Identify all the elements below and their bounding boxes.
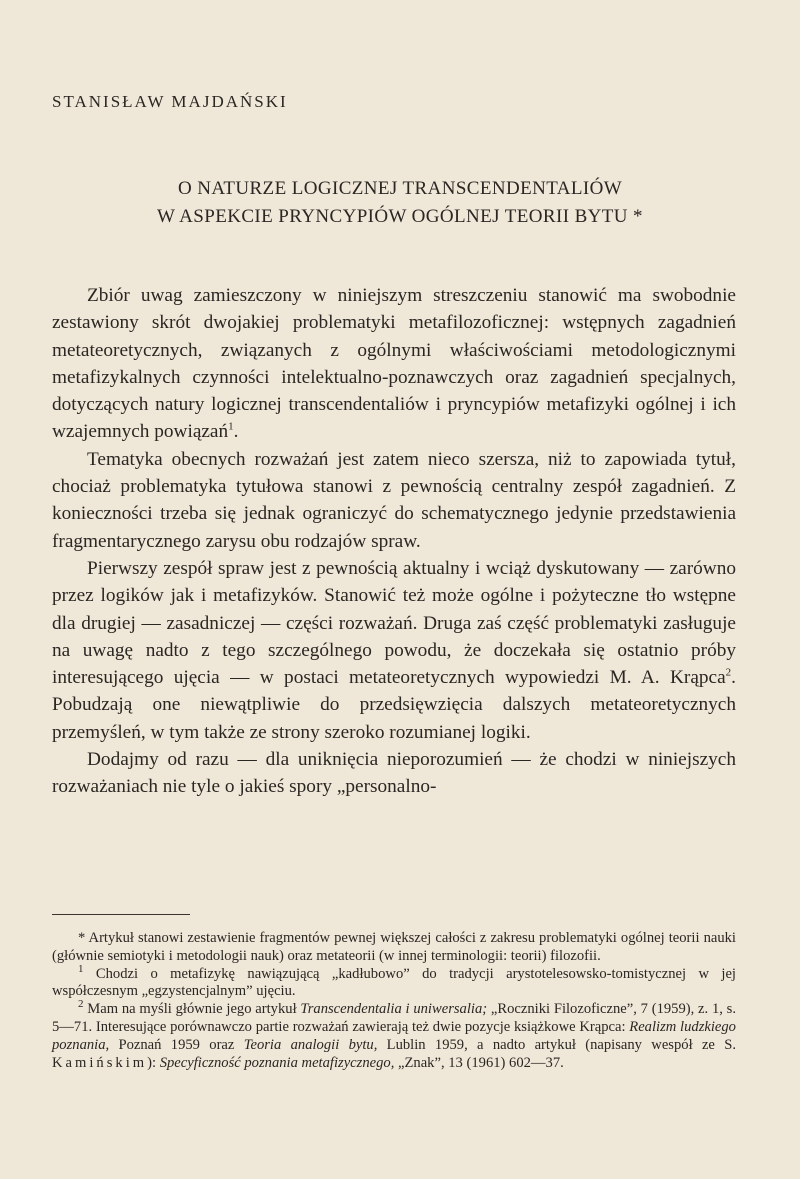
footnote-2-coauthor: Kamińskim: [52, 1054, 148, 1071]
footnote-2: [52, 998, 736, 1072]
body-text: [52, 282, 736, 801]
footnote-ref-2: 2: [725, 666, 732, 679]
footnote-star: * Artykuł stanowi zestawienie fragmentów pewnej większej całości z zakresu problematyki ogólnej teorii nauki (głównie semiotyki i metodologii nauk) oraz metateorii (w innej terminologii: teorii) filozofii.: [52, 930, 736, 964]
footnote-2-title-1: Transcendentalia i uniwersalia;: [300, 1001, 488, 1018]
footnote-2-text-e: ):: [147, 1054, 160, 1071]
footnote-1-mark: 1: [78, 962, 84, 975]
footnote-1-text: Chodzi o metafizykę nawiązującą „kadłubowo” do tradycji arystotelesowsko-tomistycznej w jej współczesnym „egzystencjalnym” ujęciu.: [52, 965, 736, 1000]
author-name: STANISŁAW MAJDAŃSKI: [52, 92, 288, 111]
paragraph-2: Tematyka obecnych rozważań jest zatem nieco szersza, niż to zapowiada tytuł, chociaż problematyka tytułowa stanowi z pewnością centralny zespół zagadnień. Z konieczności trzeba się jednak ograniczyć do schematycznego jedynie przedstawienia fragmentarycznego zarysu obu rodzajów spraw.: [52, 448, 736, 552]
footnote-2-text-f: „Znak”, 13 (1961) 602—37.: [394, 1054, 564, 1071]
footnote-2-text-c: Poznań 1959 oraz: [109, 1036, 244, 1053]
title-line-1: O NATURZE LOGICZNEJ TRANSCENDENTALIÓW: [177, 178, 623, 199]
paragraph-4: Dodajmy od razu — dla uniknięcia nieporozumień — że chodzi w niniejszych rozważaniach nie tyle o jakieś spory „personalno-: [52, 749, 736, 798]
footnote-2-text-a: Mam na myśli głównie jego artykuł: [87, 1001, 301, 1018]
footnote-2-mark: 2: [78, 998, 84, 1011]
paragraph-1-text: Zbiór uwag zamieszczony w niniejszym streszczeniu stanowić ma swobodnie zestawiony skrót dwojakiej problematyki metafilozoficznej: wstępnych zagadnień metateoretycznych, związanych z ogólnymi właściwościami metodologicznymi metafizykalnych czynności intelektualno-poznawczych oraz zagadnień specjalnych, dotyczących natury logicznej transcendentaliów i pryncypiów metafizyki ogólnej i ich wzajemnych powiązań: [52, 285, 736, 443]
title-line-2: W ASPEKCIE PRYNCYPIÓW OGÓLNEJ TEORII BYTU *: [157, 206, 643, 227]
footnotes: [52, 930, 736, 1072]
footnote-1: [52, 962, 736, 1002]
paragraph-3-text-a: Pierwszy zespół spraw jest z pewnością aktualny i wciąż dyskutowany — zarówno przez logików jak i metafizyków. Stanowić też może ogólne i pożyteczne tło wstępne dla drugiej — zasadniczej — części rozważań. Druga zaś część problematyki zasługuje na uwagę nadto z tego szczególnego powodu, że doczekała się ostatnio próby interesującego ujęcia — w postaci metateoretycznych wypowiedzi M. A. Krąpca: [52, 557, 736, 689]
footnote-2-text-d: Lublin 1959, a nadto artykuł (napisany wespół ze S.: [377, 1036, 736, 1053]
footnote-divider: [52, 914, 190, 915]
footnote-2-title-3: Teoria analogii bytu,: [243, 1036, 378, 1053]
article-title: [40, 175, 760, 231]
footnote-2-title-2: Realizm ludzkiego poznania,: [52, 1018, 736, 1053]
paragraph-3: [52, 555, 736, 746]
paragraph-1: [52, 282, 736, 446]
footnote-2-title-4: Specyficzność poznania metafizycznego,: [159, 1054, 395, 1071]
footnote-2-text-b: „Roczniki Filozoficzne”, 7 (1959), z. 1, s. 5—71. Interesujące porównawczo partie rozważań zawierają też dwie pozycje książkowe Krąpca:: [52, 1001, 736, 1035]
footnote-ref-1: 1: [228, 421, 234, 434]
paragraph-3-text-b: . Pobudzają one niewątpliwie do przedsięwzięcia dalszych metateoretycznych przemyśleń, w tym także ze strony szeroko rozumianej logiki.: [52, 667, 736, 743]
paragraph-1-end: .: [233, 421, 239, 443]
